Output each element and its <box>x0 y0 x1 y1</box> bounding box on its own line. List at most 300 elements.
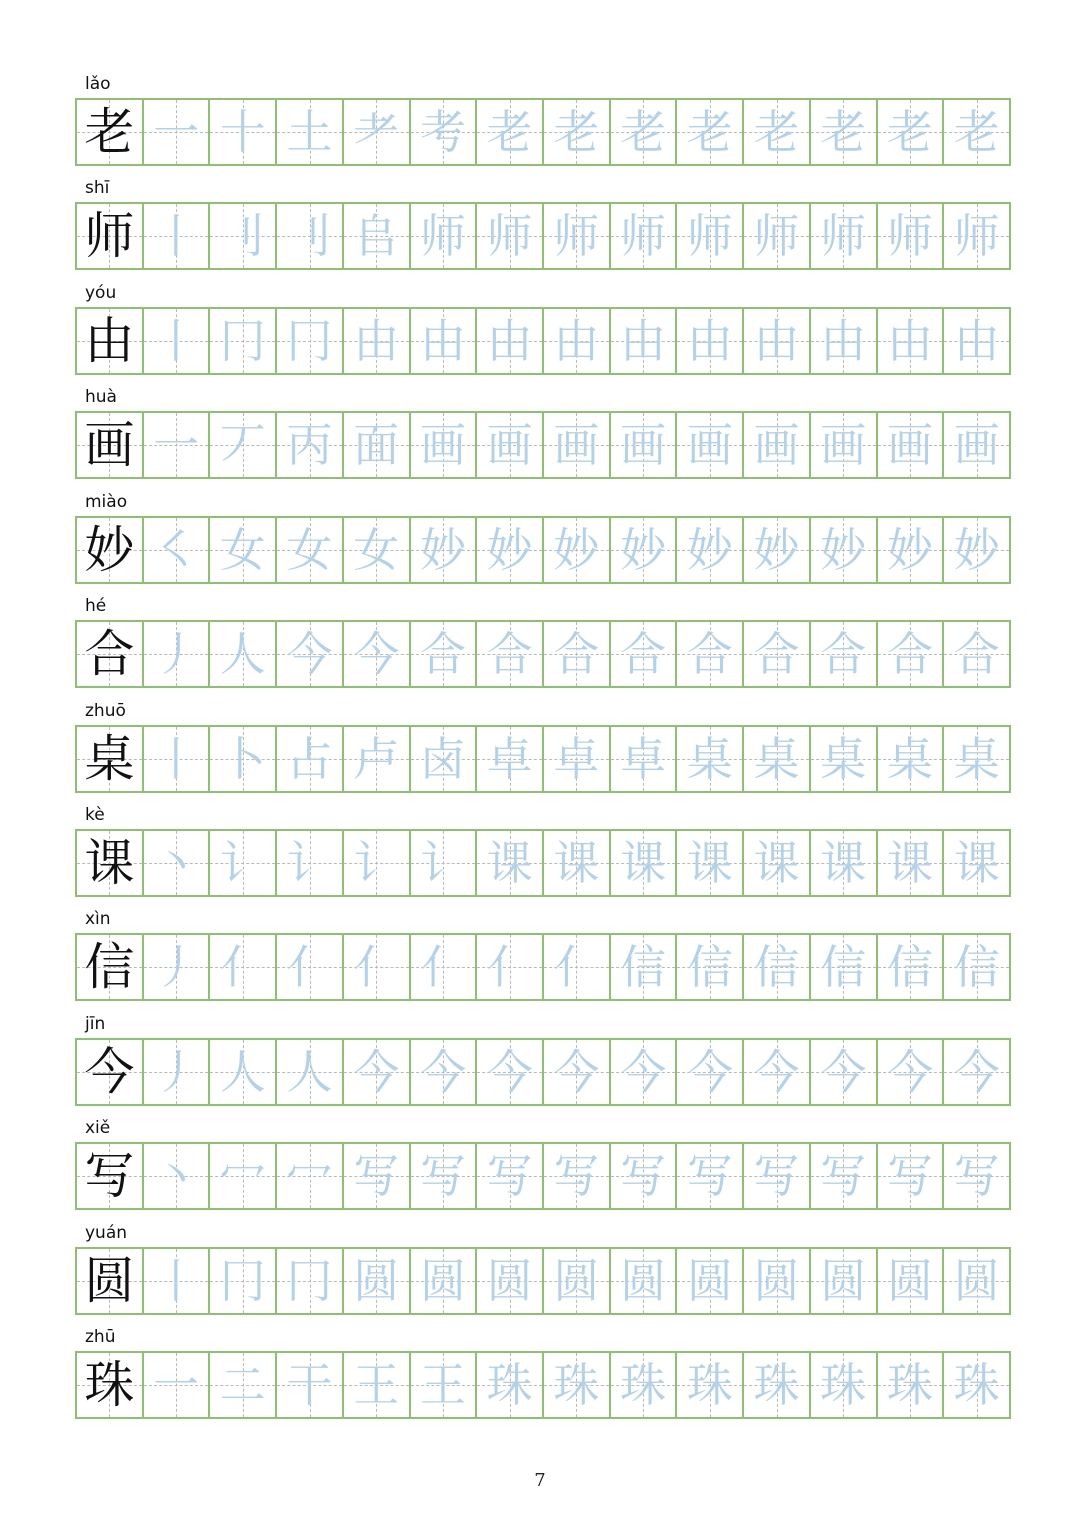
stroke-order-cell <box>876 727 943 791</box>
stroke-order-cell <box>876 518 943 582</box>
stroke-step-character: 合 <box>953 627 1000 681</box>
stroke-order-cell <box>275 935 342 999</box>
stroke-step-character: 今 <box>419 1045 466 1099</box>
stroke-step-character: 写 <box>953 1149 1000 1203</box>
stroke-step-character: 二 <box>219 1358 266 1412</box>
tian-grid <box>75 307 1011 375</box>
stroke-order-cell <box>675 309 742 373</box>
stroke-step-character: 今 <box>753 1045 800 1099</box>
stroke-order-cell <box>208 1144 275 1208</box>
stroke-order-cell <box>742 1144 809 1208</box>
stroke-step-character: 女 <box>353 523 400 577</box>
model-character: 今 <box>84 1043 135 1101</box>
model-character-cell <box>77 622 142 686</box>
stroke-step-character: 信 <box>820 940 867 994</box>
stroke-step-character: 干 <box>286 1358 333 1412</box>
stroke-step-character: 写 <box>486 1149 533 1203</box>
stroke-step-character: 十 <box>219 105 266 159</box>
stroke-step-character: 女 <box>219 523 266 577</box>
stroke-order-cell <box>342 100 409 164</box>
stroke-order-cell <box>742 935 809 999</box>
stroke-step-character: 今 <box>553 1045 600 1099</box>
stroke-step-character: 珠 <box>753 1358 800 1412</box>
practice-row <box>75 1327 1011 1419</box>
stroke-order-cell <box>409 204 476 268</box>
stroke-step-character: 占 <box>286 732 333 786</box>
stroke-order-cell <box>942 518 1009 582</box>
stroke-step-character: 课 <box>820 836 867 890</box>
stroke-order-cell <box>208 100 275 164</box>
stroke-order-cell <box>809 1144 876 1208</box>
stroke-step-character: 师 <box>486 209 533 263</box>
stroke-step-character: 信 <box>686 940 733 994</box>
stroke-order-cell <box>409 1353 476 1417</box>
stroke-step-character: 由 <box>553 314 600 368</box>
pinyin-label: jīn <box>85 1014 106 1034</box>
stroke-order-cell <box>208 309 275 373</box>
stroke-step-character: 冂 <box>286 314 333 368</box>
stroke-order-cell <box>609 1144 676 1208</box>
stroke-order-cell <box>142 518 209 582</box>
tian-grid <box>75 725 1011 793</box>
practice-row <box>75 909 1011 1001</box>
practice-row <box>75 1223 1011 1315</box>
stroke-step-character: 一 <box>153 418 200 472</box>
model-character: 由 <box>84 312 135 370</box>
stroke-order-cell <box>809 1040 876 1104</box>
stroke-step-character: 妙 <box>419 523 466 577</box>
practice-row <box>75 283 1011 375</box>
stroke-step-character: 丆 <box>219 418 266 472</box>
stroke-step-character: 桌 <box>953 732 1000 786</box>
stroke-order-cell <box>142 935 209 999</box>
stroke-step-character: 亻 <box>353 940 400 994</box>
stroke-step-character: 老 <box>820 105 867 159</box>
stroke-order-cell <box>208 518 275 582</box>
stroke-step-character: 课 <box>553 836 600 890</box>
stroke-order-cell <box>609 204 676 268</box>
stroke-step-character: 圆 <box>753 1254 800 1308</box>
stroke-order-cell <box>876 100 943 164</box>
tian-grid <box>75 1142 1011 1210</box>
stroke-order-cell <box>409 935 476 999</box>
stroke-step-character: 课 <box>953 836 1000 890</box>
stroke-step-character: 圆 <box>486 1254 533 1308</box>
stroke-step-character: 师 <box>620 209 667 263</box>
stroke-step-character: 丿 <box>153 940 200 994</box>
stroke-order-cell <box>275 309 342 373</box>
stroke-order-cell <box>809 309 876 373</box>
stroke-step-character: 合 <box>686 627 733 681</box>
stroke-step-character: 一 <box>153 105 200 159</box>
stroke-step-character: 桌 <box>886 732 933 786</box>
stroke-order-cell <box>475 831 542 895</box>
stroke-order-cell <box>742 309 809 373</box>
stroke-step-character: 课 <box>620 836 667 890</box>
pinyin-label: yóu <box>85 283 117 303</box>
stroke-step-character: ㇛ <box>153 523 200 577</box>
model-character: 师 <box>84 207 135 265</box>
stroke-step-character: 妙 <box>886 523 933 577</box>
stroke-order-cell <box>742 518 809 582</box>
stroke-step-character: 合 <box>553 627 600 681</box>
stroke-order-cell <box>142 100 209 164</box>
stroke-order-cell <box>475 204 542 268</box>
stroke-step-character: 写 <box>820 1149 867 1203</box>
model-character-cell <box>77 204 142 268</box>
stroke-step-character: 丿 <box>153 1045 200 1099</box>
stroke-step-character: 𠂤 <box>353 209 400 263</box>
stroke-order-cell <box>742 204 809 268</box>
stroke-order-cell <box>742 1040 809 1104</box>
stroke-step-character: 耂 <box>353 105 400 159</box>
stroke-step-character: 圆 <box>553 1254 600 1308</box>
stroke-order-cell <box>675 622 742 686</box>
pinyin-label: yuán <box>85 1223 128 1243</box>
stroke-step-character: 今 <box>620 1045 667 1099</box>
stroke-step-character: 师 <box>953 209 1000 263</box>
stroke-order-cell <box>275 100 342 164</box>
stroke-step-character: 信 <box>886 940 933 994</box>
stroke-order-cell <box>142 727 209 791</box>
stroke-step-character: 讠 <box>353 836 400 890</box>
stroke-step-character: 合 <box>886 627 933 681</box>
stroke-step-character: 由 <box>353 314 400 368</box>
stroke-step-character: 合 <box>620 627 667 681</box>
stroke-order-cell <box>342 622 409 686</box>
stroke-step-character: 卜 <box>219 732 266 786</box>
stroke-step-character: 讠 <box>286 836 333 890</box>
stroke-step-character: 老 <box>620 105 667 159</box>
stroke-order-cell <box>942 831 1009 895</box>
stroke-order-cell <box>675 831 742 895</box>
stroke-order-cell <box>942 727 1009 791</box>
stroke-step-character: 桌 <box>820 732 867 786</box>
stroke-order-cell <box>809 1353 876 1417</box>
stroke-order-cell <box>876 204 943 268</box>
stroke-step-character: 写 <box>419 1149 466 1203</box>
stroke-step-character: 珠 <box>686 1358 733 1412</box>
stroke-step-character: 圆 <box>886 1254 933 1308</box>
stroke-order-cell <box>542 204 609 268</box>
model-character: 课 <box>84 834 135 892</box>
stroke-step-character: 课 <box>486 836 533 890</box>
stroke-step-character: 写 <box>353 1149 400 1203</box>
stroke-step-character: 亻 <box>553 940 600 994</box>
stroke-order-cell <box>675 1040 742 1104</box>
stroke-step-character: 桌 <box>753 732 800 786</box>
stroke-step-character: 丙 <box>286 418 333 472</box>
stroke-step-character: 课 <box>753 836 800 890</box>
stroke-order-cell <box>475 518 542 582</box>
stroke-step-character: 今 <box>953 1045 1000 1099</box>
stroke-order-cell <box>876 935 943 999</box>
stroke-order-cell <box>275 518 342 582</box>
stroke-order-cell <box>409 100 476 164</box>
page-number: 7 <box>534 1470 546 1491</box>
stroke-order-cell <box>876 1040 943 1104</box>
model-character-cell <box>77 518 142 582</box>
stroke-step-character: 圆 <box>820 1254 867 1308</box>
stroke-order-cell <box>675 204 742 268</box>
stroke-step-character: 亻 <box>486 940 533 994</box>
model-character: 珠 <box>84 1356 135 1414</box>
model-character-cell <box>77 1249 142 1313</box>
stroke-order-cell <box>675 935 742 999</box>
stroke-step-character: 老 <box>886 105 933 159</box>
stroke-order-cell <box>742 622 809 686</box>
stroke-order-cell <box>942 935 1009 999</box>
stroke-step-character: 卢 <box>353 732 400 786</box>
stroke-order-cell <box>342 727 409 791</box>
model-character-cell <box>77 1353 142 1417</box>
stroke-step-character: 画 <box>886 418 933 472</box>
stroke-step-character: 丨 <box>153 732 200 786</box>
stroke-step-character: 人 <box>219 1045 266 1099</box>
stroke-order-cell <box>208 1040 275 1104</box>
stroke-step-character: 写 <box>886 1149 933 1203</box>
model-character-cell <box>77 413 142 477</box>
stroke-order-cell <box>942 309 1009 373</box>
stroke-order-cell <box>475 1353 542 1417</box>
practice-row <box>75 178 1011 270</box>
stroke-order-cell <box>409 309 476 373</box>
practice-row <box>75 596 1011 688</box>
stroke-order-cell <box>542 1249 609 1313</box>
stroke-step-character: 丨 <box>153 314 200 368</box>
stroke-step-character: 画 <box>620 418 667 472</box>
model-character: 画 <box>84 416 135 474</box>
model-character: 写 <box>84 1147 135 1205</box>
tian-grid <box>75 1247 1011 1315</box>
stroke-order-cell <box>609 413 676 477</box>
stroke-order-cell <box>942 1040 1009 1104</box>
stroke-step-character: 由 <box>620 314 667 368</box>
model-character-cell <box>77 831 142 895</box>
pinyin-label: shī <box>85 178 110 198</box>
stroke-order-cell <box>475 935 542 999</box>
stroke-order-cell <box>142 413 209 477</box>
stroke-step-character: 圆 <box>686 1254 733 1308</box>
stroke-order-cell <box>542 935 609 999</box>
model-character-cell <box>77 1040 142 1104</box>
stroke-order-cell <box>942 413 1009 477</box>
stroke-step-character: 师 <box>553 209 600 263</box>
stroke-step-character: 写 <box>620 1149 667 1203</box>
stroke-step-character: 写 <box>753 1149 800 1203</box>
stroke-step-character: 由 <box>953 314 1000 368</box>
stroke-order-cell <box>142 1144 209 1208</box>
stroke-order-cell <box>142 622 209 686</box>
stroke-step-character: 写 <box>686 1149 733 1203</box>
practice-row <box>75 74 1011 166</box>
stroke-order-cell <box>542 831 609 895</box>
stroke-step-character: 珠 <box>953 1358 1000 1412</box>
stroke-order-cell <box>475 100 542 164</box>
stroke-step-character: 冖 <box>286 1149 333 1203</box>
stroke-order-cell <box>208 831 275 895</box>
tian-grid <box>75 620 1011 688</box>
stroke-step-character: 老 <box>953 105 1000 159</box>
stroke-order-cell <box>142 204 209 268</box>
stroke-step-character: 合 <box>753 627 800 681</box>
stroke-order-cell <box>942 204 1009 268</box>
stroke-order-cell <box>342 204 409 268</box>
stroke-step-character: 卓 <box>486 732 533 786</box>
stroke-step-character: 信 <box>620 940 667 994</box>
stroke-step-character: 合 <box>820 627 867 681</box>
stroke-step-character: 老 <box>553 105 600 159</box>
model-character-cell <box>77 100 142 164</box>
stroke-order-cell <box>675 727 742 791</box>
practice-row <box>75 492 1011 584</box>
model-character: 圆 <box>84 1252 135 1310</box>
stroke-order-cell <box>675 1249 742 1313</box>
stroke-order-cell <box>942 1353 1009 1417</box>
stroke-order-cell <box>675 413 742 477</box>
tian-grid <box>75 1351 1011 1419</box>
stroke-step-character: 圆 <box>620 1254 667 1308</box>
stroke-step-character: 冖 <box>219 1149 266 1203</box>
stroke-order-cell <box>208 935 275 999</box>
stroke-order-cell <box>275 204 342 268</box>
stroke-order-cell <box>609 831 676 895</box>
stroke-order-cell <box>609 518 676 582</box>
pinyin-label: kè <box>85 805 105 825</box>
stroke-order-cell <box>542 100 609 164</box>
stroke-order-cell <box>142 309 209 373</box>
stroke-order-cell <box>942 1249 1009 1313</box>
stroke-step-character: 信 <box>753 940 800 994</box>
stroke-order-cell <box>342 413 409 477</box>
stroke-step-character: 写 <box>553 1149 600 1203</box>
stroke-order-cell <box>542 413 609 477</box>
model-character-cell <box>77 727 142 791</box>
stroke-order-cell <box>208 413 275 477</box>
model-character: 老 <box>84 103 135 161</box>
pinyin-label: hé <box>85 596 107 616</box>
stroke-step-character: 冂 <box>219 1254 266 1308</box>
stroke-order-cell <box>142 1249 209 1313</box>
stroke-order-cell <box>208 727 275 791</box>
stroke-order-cell <box>275 831 342 895</box>
stroke-step-character: 今 <box>486 1045 533 1099</box>
stroke-step-character: 由 <box>753 314 800 368</box>
stroke-step-character: 今 <box>353 1045 400 1099</box>
stroke-order-cell <box>742 1249 809 1313</box>
stroke-step-character: 丨 <box>153 209 200 263</box>
stroke-order-cell <box>609 1353 676 1417</box>
stroke-order-cell <box>142 1353 209 1417</box>
stroke-step-character: 妙 <box>553 523 600 577</box>
stroke-order-cell <box>142 831 209 895</box>
pinyin-label: zhuō <box>85 701 126 721</box>
stroke-step-character: 画 <box>686 418 733 472</box>
stroke-order-cell <box>475 622 542 686</box>
stroke-order-cell <box>675 1353 742 1417</box>
stroke-step-character: 人 <box>286 1045 333 1099</box>
stroke-step-character: 刂 <box>286 209 333 263</box>
stroke-step-character: 珠 <box>620 1358 667 1412</box>
stroke-step-character: 妙 <box>686 523 733 577</box>
pinyin-label: xiě <box>85 1118 111 1138</box>
stroke-step-character: 珠 <box>886 1358 933 1412</box>
stroke-step-character: 妙 <box>620 523 667 577</box>
stroke-step-character: 由 <box>686 314 733 368</box>
pinyin-label: huà <box>85 387 117 407</box>
stroke-step-character: 圆 <box>419 1254 466 1308</box>
stroke-step-character: 今 <box>886 1045 933 1099</box>
stroke-step-character: 丿 <box>153 627 200 681</box>
stroke-order-cell <box>475 727 542 791</box>
stroke-step-character: 珠 <box>553 1358 600 1412</box>
stroke-order-cell <box>809 1249 876 1313</box>
stroke-step-character: 卤 <box>419 732 466 786</box>
stroke-order-cell <box>876 622 943 686</box>
stroke-step-character: 由 <box>820 314 867 368</box>
stroke-step-character: 圆 <box>353 1254 400 1308</box>
pinyin-label: xìn <box>85 909 111 929</box>
stroke-order-cell <box>742 413 809 477</box>
stroke-step-character: 画 <box>553 418 600 472</box>
stroke-step-character: 画 <box>419 418 466 472</box>
practice-row <box>75 701 1011 793</box>
stroke-order-cell <box>475 1249 542 1313</box>
stroke-step-character: 妙 <box>953 523 1000 577</box>
practice-row <box>75 387 1011 479</box>
stroke-order-cell <box>275 622 342 686</box>
stroke-step-character: 女 <box>286 523 333 577</box>
stroke-order-cell <box>876 1353 943 1417</box>
stroke-step-character: 老 <box>753 105 800 159</box>
stroke-order-cell <box>208 1353 275 1417</box>
stroke-order-cell <box>609 727 676 791</box>
tian-grid <box>75 1038 1011 1106</box>
stroke-order-cell <box>275 1040 342 1104</box>
stroke-order-cell <box>342 309 409 373</box>
stroke-order-cell <box>542 622 609 686</box>
model-character-cell <box>77 309 142 373</box>
pinyin-label: miào <box>85 492 128 512</box>
stroke-step-character: 亻 <box>286 940 333 994</box>
stroke-step-character: 课 <box>886 836 933 890</box>
stroke-order-cell <box>342 1353 409 1417</box>
stroke-step-character: 王 <box>419 1358 466 1412</box>
stroke-order-cell <box>342 518 409 582</box>
stroke-order-cell <box>742 1353 809 1417</box>
stroke-order-cell <box>208 622 275 686</box>
stroke-step-character: 合 <box>486 627 533 681</box>
stroke-step-character: 冂 <box>286 1254 333 1308</box>
stroke-order-cell <box>342 831 409 895</box>
stroke-order-cell <box>409 1040 476 1104</box>
stroke-order-cell <box>475 413 542 477</box>
stroke-step-character: 画 <box>753 418 800 472</box>
stroke-order-cell <box>876 1249 943 1313</box>
stroke-order-cell <box>876 309 943 373</box>
stroke-order-cell <box>609 622 676 686</box>
stroke-step-character: 妙 <box>820 523 867 577</box>
stroke-step-character: 今 <box>820 1045 867 1099</box>
stroke-step-character: 合 <box>419 627 466 681</box>
stroke-order-cell <box>609 309 676 373</box>
stroke-order-cell <box>409 518 476 582</box>
stroke-step-character: 师 <box>886 209 933 263</box>
stroke-order-cell <box>342 1249 409 1313</box>
model-character-cell <box>77 1144 142 1208</box>
stroke-step-character: 信 <box>953 940 1000 994</box>
model-character: 合 <box>84 625 135 683</box>
